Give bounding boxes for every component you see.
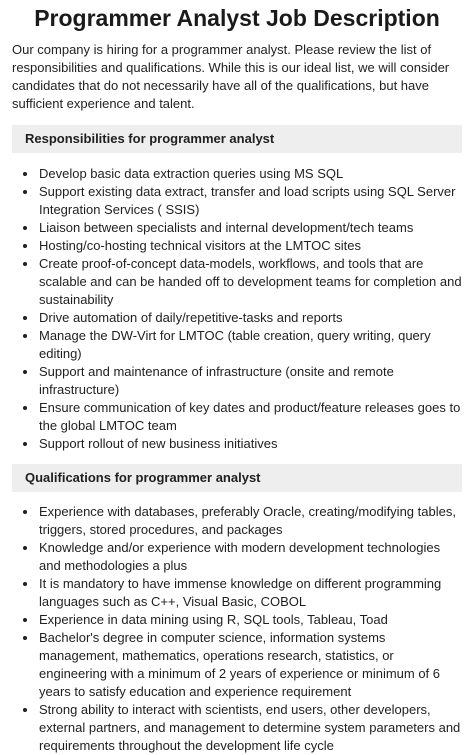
- list-item: • Ensure communication of key dates and product/feature releases goes to the global LMTOC team: [38, 399, 462, 435]
- list-item: • Strong ability to interact with scientists, end users, other developers, external partners, and management to determine system parameters and requirements throughout the development life cycle: [38, 701, 462, 755]
- intro-paragraph: Our company is hiring for a programmer analyst. Please review the list of responsibilities and qualifications. While this is our ideal list, we will consider candidates that do not necessarily have all of the qualifications, but have sufficient experience and talent.: [12, 42, 450, 111]
- qualifications-list: [12, 503, 462, 755]
- list-item: • Support rollout of new business initiatives: [38, 435, 462, 453]
- list-item: • Bachelor's degree in computer science, information systems management, mathematics, operations research, statistics, or engineering with a minimum of 2 years of experience or minimum of 6 years to satisfy education and experience requirement: [38, 629, 462, 701]
- list-item: • Develop basic data extraction queries using MS SQL: [38, 165, 462, 183]
- list-item: • Liaison between specialists and internal development/tech teams: [38, 219, 462, 237]
- list-item: • Support and maintenance of infrastructure (onsite and remote infrastructure): [38, 363, 462, 399]
- responsibilities-list: [12, 165, 462, 453]
- responsibilities-heading: Responsibilities for programmer analyst: [12, 125, 462, 153]
- responsibilities-section: [12, 125, 462, 453]
- list-item: • Experience in data mining using R, SQL tools, Tableau, Toad: [38, 611, 462, 629]
- qualifications-heading: Qualifications for programmer analyst: [12, 464, 462, 492]
- list-item: • Support existing data extract, transfer and load scripts using SQL Server Integration Services ( SSIS): [38, 183, 462, 219]
- list-item: • Hosting/co-hosting technical visitors at the LMTOC sites: [38, 237, 462, 255]
- qualifications-section: [12, 464, 462, 755]
- list-item: • Create proof-of-concept data-models, workflows, and tools that are scalable and can be handed off to development teams for completion and sustainability: [38, 255, 462, 309]
- list-item: • Knowledge and/or experience with modern development technologies and methodologies a plus: [38, 539, 462, 575]
- list-item: • Drive automation of daily/repetitive-tasks and reports: [38, 309, 462, 327]
- list-item: • Manage the DW-Virt for LMTOC (table creation, query writing, query editing): [38, 327, 462, 363]
- list-item: • It is mandatory to have immense knowledge on different programming languages such as C++, Visual Basic, COBOL: [38, 575, 462, 611]
- list-item: • Experience with databases, preferably Oracle, creating/modifying tables, triggers, stored procedures, and packages: [38, 503, 462, 539]
- page-title: Programmer Analyst Job Description: [34, 5, 440, 31]
